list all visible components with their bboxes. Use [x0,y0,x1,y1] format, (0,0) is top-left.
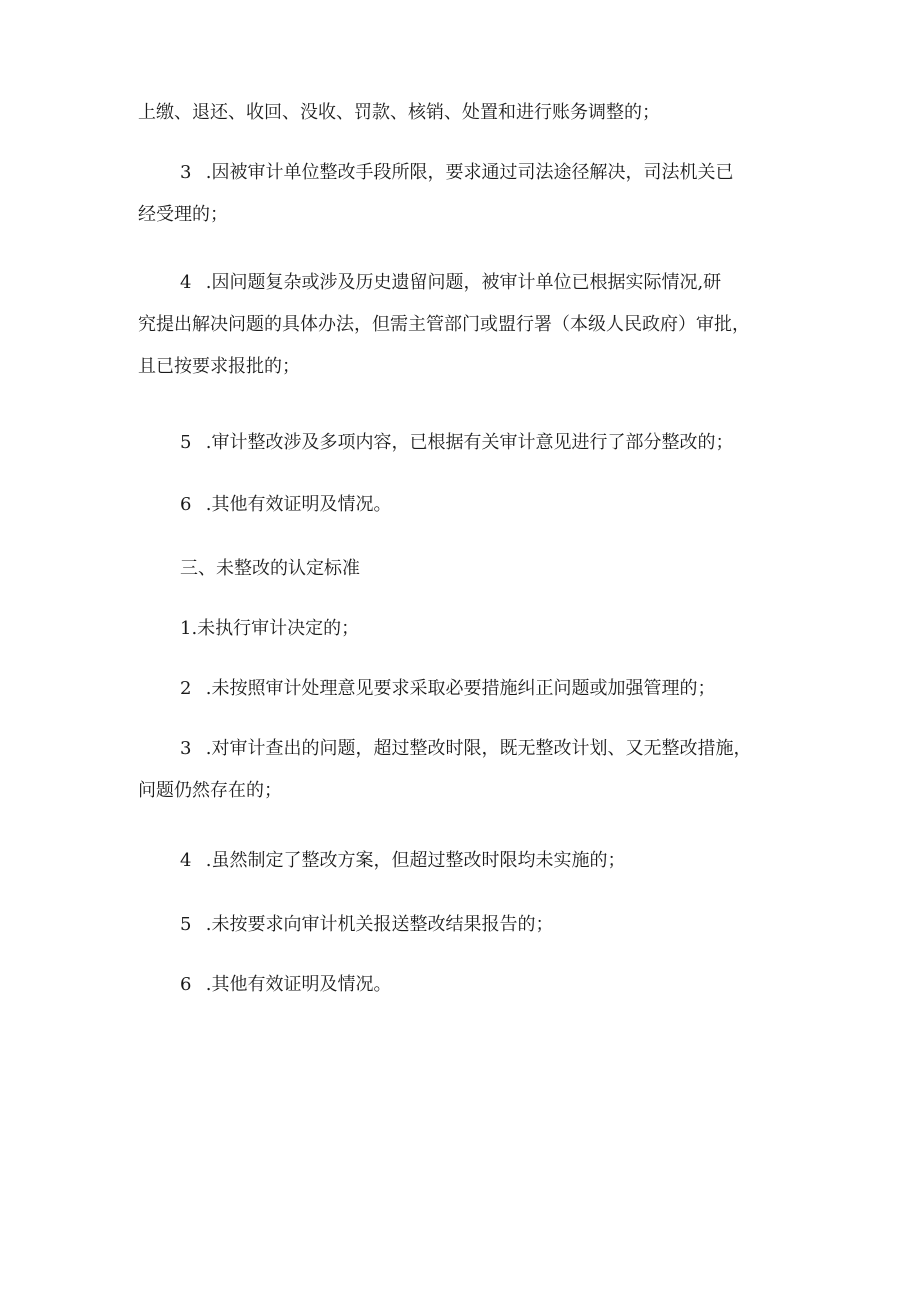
text-line [138,262,798,304]
paragraph-item-3 [138,152,798,236]
text-line [138,668,798,710]
text-line [138,484,798,526]
text-fragment: .因问题复杂或涉及历史遗留问题，被审计单位已根据实际情况,研 [200,272,722,293]
text-fragment: .审计整改涉及多项内容，已根据有关审计意见进行了部分整改的； [200,432,734,453]
item-number: 6 [180,494,192,515]
text-line [138,964,798,1006]
text-line: 究提出解决问题的具体办法，但需主管部门或盟行署（本级人民政府）审批， [138,314,750,335]
text-fragment: .未按照审计处理意见要求采取必要措施纠正问题或加强管理的； [200,678,716,699]
text-line [138,152,798,194]
paragraph-item-6 [138,484,798,526]
text-fragment: .虽然制定了整改方案，但超过整改时限均未实施的； [200,850,626,871]
paragraph-criterion-6 [138,964,798,1006]
text-line [138,904,798,946]
item-number: 3 [180,162,192,183]
text-line: 经受理的； [138,204,228,225]
text-fragment: .因被审计单位整改手段所限，要求通过司法途径解决，司法机关已 [200,162,734,183]
item-number: 5 [180,432,192,453]
paragraph-criterion-2 [138,668,798,710]
text-line: 1.未执行审计决定的； [180,618,360,639]
text-line [138,422,798,464]
paragraph-item-5 [138,422,798,464]
text-line [138,840,798,882]
paragraph-continuation [138,92,798,134]
paragraph-criterion-4 [138,840,798,882]
item-number: 4 [180,850,192,871]
text-line: 上缴、退还、收回、没收、罚款、核销、处置和进行账务调整的； [138,102,660,123]
heading-text: 三、未整改的认定标准 [180,558,360,579]
text-line: 问题仍然存在的； [138,780,282,801]
text-fragment: .对审计查出的问题，超过整改时限，既无整改计划、又无整改措施， [200,738,752,759]
paragraph-criterion-1 [138,608,798,650]
item-number: 6 [180,974,192,995]
text-fragment: .其他有效证明及情况。 [200,974,392,995]
item-number: 4 [180,272,192,293]
paragraph-criterion-5 [138,904,798,946]
paragraph-criterion-3 [138,728,798,812]
text-fragment: .其他有效证明及情况。 [200,494,392,515]
section-heading [138,548,798,590]
item-number: 2 [180,678,192,699]
text-line: 且已按要求报批的； [138,356,300,377]
text-fragment: .未按要求向审计机关报送整改结果报告的； [200,914,554,935]
item-number: 3 [180,738,192,759]
item-number: 5 [180,914,192,935]
text-line [138,728,798,770]
paragraph-item-4 [138,262,798,388]
